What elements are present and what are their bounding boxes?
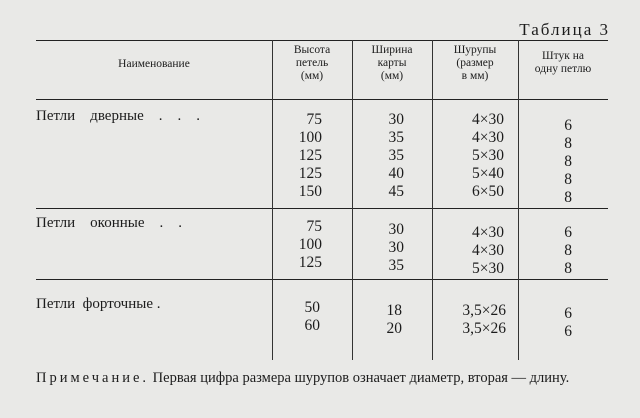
window-screws xyxy=(432,224,504,278)
row-name-vent-hinges: Петли форточные . xyxy=(36,296,161,312)
vent-heights xyxy=(272,299,320,335)
group-divider-1 xyxy=(36,208,608,209)
cell: 6 xyxy=(564,323,572,340)
cell: 75 xyxy=(306,111,322,128)
footnote-text: Первая цифра размера шурупов означает диаметр, вторая — длину. xyxy=(149,370,570,386)
cell: 35 xyxy=(388,129,404,146)
door-screws xyxy=(432,111,504,201)
cell: 6 xyxy=(564,305,572,322)
cell: 125 xyxy=(298,165,322,182)
header-count: Штук на одну петлю xyxy=(534,50,592,75)
cell: 35 xyxy=(388,147,404,164)
cell: 8 xyxy=(564,135,572,152)
window-widths xyxy=(352,221,404,275)
cell: 5×40 xyxy=(472,165,504,182)
vent-counts xyxy=(518,305,572,341)
cell: 8 xyxy=(564,189,572,206)
group-divider-2 xyxy=(36,279,608,280)
door-heights xyxy=(272,111,322,201)
header-height: Высота петель (мм) xyxy=(293,44,331,82)
cell: 100 xyxy=(298,129,322,146)
door-widths xyxy=(352,111,404,201)
cell: 6 xyxy=(564,117,572,134)
cell: 8 xyxy=(564,153,572,170)
cell: 100 xyxy=(298,236,322,253)
vent-screws xyxy=(432,302,506,338)
cell: 6 xyxy=(564,224,572,241)
cell: 6×50 xyxy=(472,183,504,200)
cell: 5×30 xyxy=(472,260,504,277)
cell: 3,5×26 xyxy=(462,302,506,319)
header-name: Наименование xyxy=(118,58,190,70)
cell: 40 xyxy=(388,165,404,182)
cell: 20 xyxy=(386,320,402,337)
row-name-door-hinges: Петли дверные . . . xyxy=(36,108,200,124)
cell: 30 xyxy=(388,221,404,238)
cell: 4×30 xyxy=(472,129,504,146)
footnote-label: Примечание. xyxy=(36,370,150,386)
cell: 8 xyxy=(564,260,572,277)
cell: 4×30 xyxy=(472,111,504,128)
cell: 150 xyxy=(298,183,322,200)
door-counts xyxy=(518,117,572,207)
row-name-window-hinges: Петли оконные . . xyxy=(36,215,183,231)
cell: 18 xyxy=(386,302,402,319)
cell: 60 xyxy=(304,317,320,334)
vent-widths xyxy=(352,302,402,338)
cell: 75 xyxy=(306,218,322,235)
cell: 5×30 xyxy=(472,147,504,164)
cell: 30 xyxy=(388,111,404,128)
cell: 125 xyxy=(298,147,322,164)
cell: 35 xyxy=(388,257,404,274)
cell: 8 xyxy=(564,171,572,188)
cell: 3,5×26 xyxy=(462,320,506,337)
table-caption: Таблица 3 xyxy=(519,20,610,39)
cell: 8 xyxy=(564,242,572,259)
cell: 125 xyxy=(298,254,322,271)
cell: 4×30 xyxy=(472,242,504,259)
header-width: Ширина карты (мм) xyxy=(371,44,413,82)
window-heights xyxy=(272,218,322,272)
table-top-rule xyxy=(36,40,608,41)
cell: 30 xyxy=(388,239,404,256)
window-counts xyxy=(518,224,572,278)
table-footnote xyxy=(36,370,611,387)
cell: 45 xyxy=(388,183,404,200)
cell: 50 xyxy=(304,299,320,316)
cell: 4×30 xyxy=(472,224,504,241)
header-bottom-rule xyxy=(36,99,608,100)
header-screws: Шурупы (размер в мм) xyxy=(453,44,497,82)
